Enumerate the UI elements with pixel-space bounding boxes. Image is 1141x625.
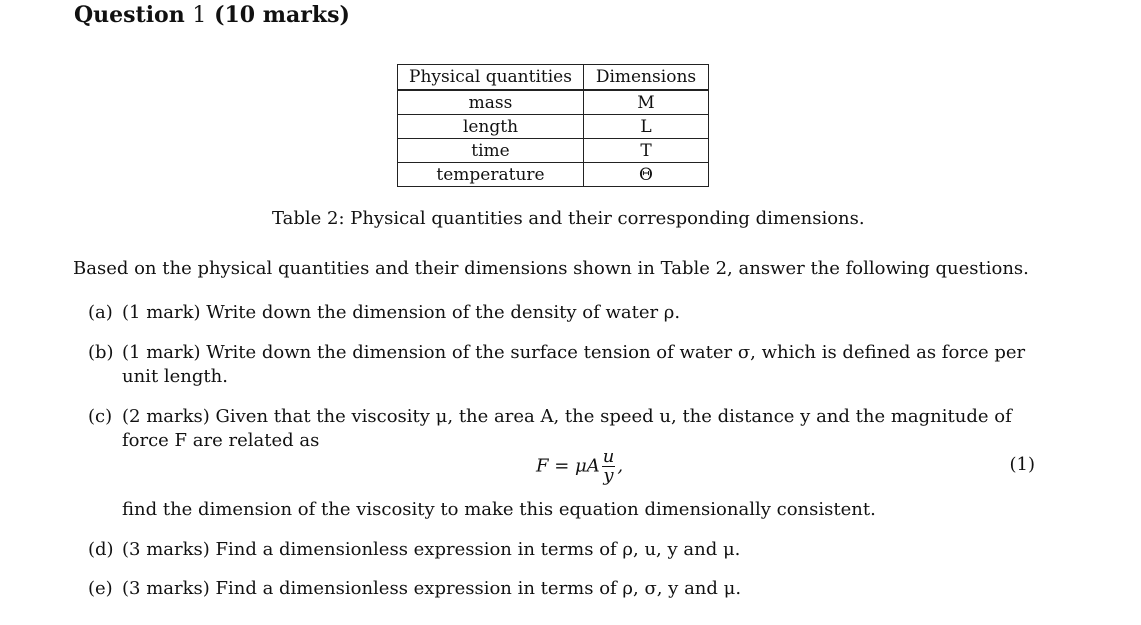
dimensions-table bbox=[397, 64, 709, 187]
table-row bbox=[398, 139, 709, 163]
part-b-text: (1 mark) Write down the dimension of the surface tension of water σ, which is defined as force per unit length. bbox=[122, 342, 1026, 387]
table-header-quantities: Physical quantities bbox=[398, 65, 584, 91]
part-e-text: (3 marks) Find a dimensionless expression in terms of ρ, σ, y and μ. bbox=[122, 578, 742, 599]
part-b-label: (b) bbox=[88, 342, 114, 363]
intro-text: Based on the physical quantities and their dimensions shown in Table 2, answer the following questions. bbox=[73, 258, 1029, 279]
question-marks: (10 marks) bbox=[214, 2, 350, 28]
question-label: Question bbox=[74, 2, 185, 28]
equation-denominator: y bbox=[603, 465, 614, 486]
equation-numerator: u bbox=[602, 446, 615, 467]
equation-lhs: F = μA bbox=[536, 455, 600, 477]
equation-fraction bbox=[602, 448, 616, 485]
table-row bbox=[398, 115, 709, 139]
part-c-label: (c) bbox=[88, 406, 113, 427]
part-c-text: (2 marks) Given that the viscosity μ, the area A, the speed u, the distance y and the magnitude of force F are related as bbox=[122, 406, 1012, 451]
table-caption: Table 2: Physical quantities and their corresponding dimensions. bbox=[272, 208, 865, 229]
question-heading bbox=[74, 2, 350, 28]
equation-number: (1) bbox=[1009, 454, 1035, 475]
table-row bbox=[398, 90, 709, 115]
part-d-label: (d) bbox=[88, 539, 114, 560]
table-cell: length bbox=[398, 115, 584, 139]
table-cell: M bbox=[584, 90, 709, 115]
part-a-text: (1 mark) Write down the dimension of the density of water ρ. bbox=[122, 302, 681, 323]
table-cell: Θ bbox=[584, 163, 709, 187]
table-header-dimensions: Dimensions bbox=[584, 65, 709, 91]
part-a-label: (a) bbox=[88, 302, 113, 323]
part-c-followup-text: find the dimension of the viscosity to make this equation dimensionally consistent. bbox=[122, 499, 876, 520]
part-e-label: (e) bbox=[88, 578, 113, 599]
table-cell: L bbox=[584, 115, 709, 139]
viscosity-equation bbox=[536, 448, 623, 485]
table-cell: temperature bbox=[398, 163, 584, 187]
table-cell: T bbox=[584, 139, 709, 163]
table-row bbox=[398, 163, 709, 187]
table-cell: mass bbox=[398, 90, 584, 115]
table-cell: time bbox=[398, 139, 584, 163]
equation-trail: , bbox=[617, 455, 624, 477]
table-header-row bbox=[398, 65, 709, 91]
question-number: 1 bbox=[192, 3, 207, 28]
part-d-text: (3 marks) Find a dimensionless expression in terms of ρ, u, y and μ. bbox=[122, 539, 741, 560]
